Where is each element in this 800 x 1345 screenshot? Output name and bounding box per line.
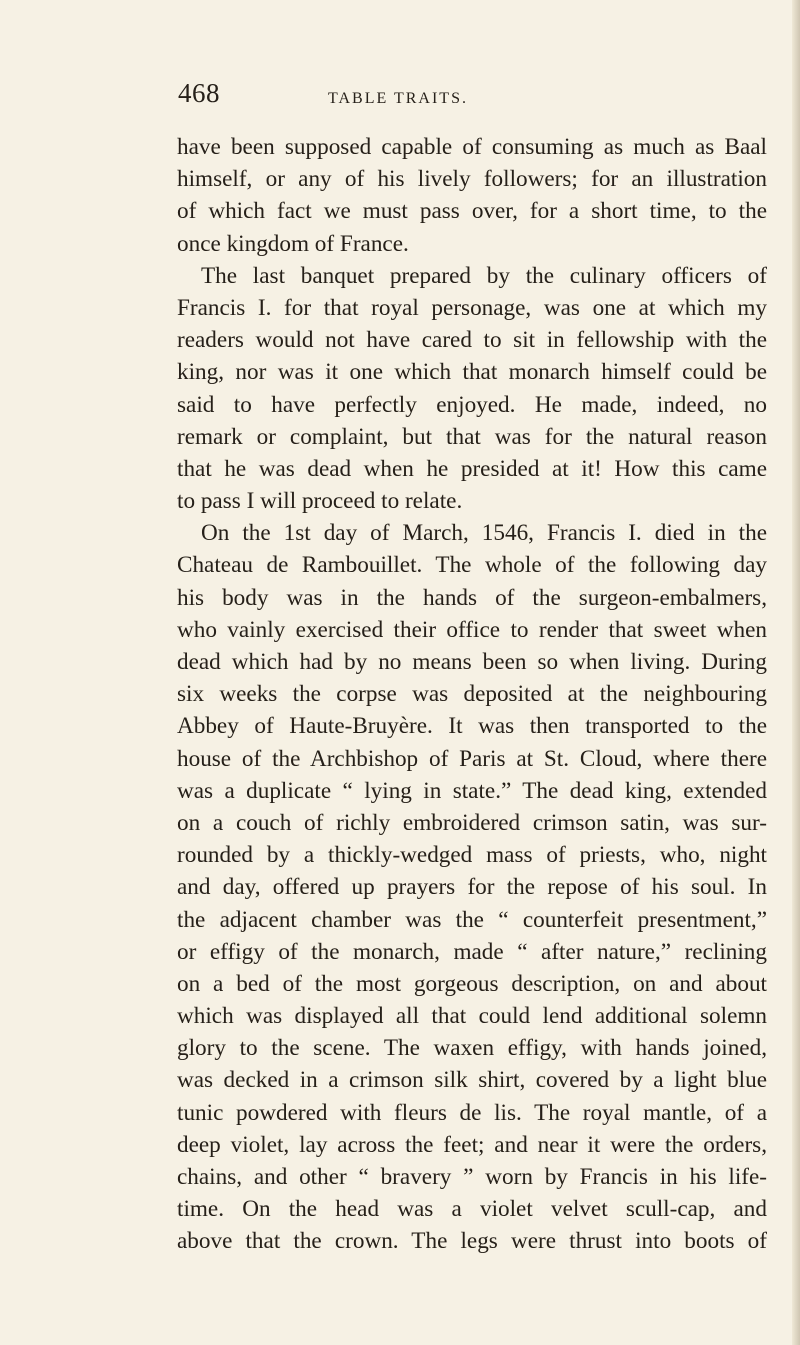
text-line: king, nor was it one which that monarch himself could be <box>177 359 767 386</box>
text-line: of which fact we must pass over, for a short time, to the <box>177 198 767 225</box>
text-line: house of the Archbishop of Paris at St. Cloud, where there <box>177 745 767 772</box>
text-line: dead which had by no means been so when living. During <box>177 649 767 675</box>
text-line: or effigy of the monarch, made “ after nature,” reclining <box>177 938 767 965</box>
text-line: himself, or any of his lively followers; for an illustration <box>177 166 767 193</box>
text-line: to pass I will proceed to relate. <box>177 488 463 515</box>
text-line: Chateau de Rambouillet. The whole of the following day <box>177 552 767 579</box>
text-line: remark or complaint, but that was for the natural reason <box>177 423 767 450</box>
text-line: who vainly exercised their office to render that sweet when <box>177 616 767 643</box>
text-line: have been supposed capable of consuming as much as Baal <box>177 134 767 160</box>
text-line: six weeks the corpse was deposited at the neighbouring <box>177 681 767 708</box>
body-text <box>177 131 767 1258</box>
text-line: the adjacent chamber was the “ counterfeit presentment,” <box>177 906 767 933</box>
text-line: The last banquet prepared by the culinary officers of <box>201 262 767 289</box>
text-line: said to have perfectly enjoyed. He made, indeed, no <box>177 391 767 418</box>
text-line: rounded by a thickly-wedged mass of priests, who, night <box>177 842 767 869</box>
text-line: Francis I. for that royal personage, was one at which my <box>177 294 767 321</box>
text-line: on a couch of richly embroidered crimson satin, was sur- <box>177 809 767 836</box>
text-line: above that the crown. The legs were thrust into boots of <box>177 1228 767 1255</box>
text-line: which was displayed all that could lend additional solemn <box>177 1003 767 1030</box>
text-line: On the 1st day of March, 1546, Francis I. died in the <box>201 520 767 547</box>
text-line: was decked in a crimson silk shirt, covered by a light blue <box>177 1067 767 1094</box>
text-line: on a bed of the most gorgeous description, on and about <box>177 970 767 997</box>
running-title: TABLE TRAITS. <box>328 90 468 107</box>
text-line: time. On the head was a violet velvet scull-cap, and <box>177 1196 767 1223</box>
text-line: and day, offered up prayers for the repose of his soul. In <box>177 874 767 901</box>
text-line: readers would not have cared to sit in fellowship with the <box>177 327 767 354</box>
page-number: 468 <box>178 78 220 108</box>
text-line: chains, and other “ bravery ” worn by Francis in his life- <box>177 1164 767 1190</box>
text-line: that he was dead when he presided at it! How this came <box>177 455 767 482</box>
text-line: Abbey of Haute-Bruyère. It was then transported to the <box>177 713 767 740</box>
text-line: once kingdom of France. <box>177 230 409 257</box>
text-line: was a duplicate “ lying in state.” The dead king, extended <box>177 777 767 804</box>
text-line: deep violet, lay across the feet; and near it were the orders, <box>177 1131 767 1158</box>
page-edge <box>792 0 800 1345</box>
text-line: glory to the scene. The waxen effigy, with hands joined, <box>177 1035 767 1062</box>
page-header <box>178 78 618 118</box>
text-line: his body was in the hands of the surgeon-embalmers, <box>177 584 767 611</box>
text-line: tunic powdered with fleurs de lis. The royal mantle, of a <box>177 1099 767 1126</box>
